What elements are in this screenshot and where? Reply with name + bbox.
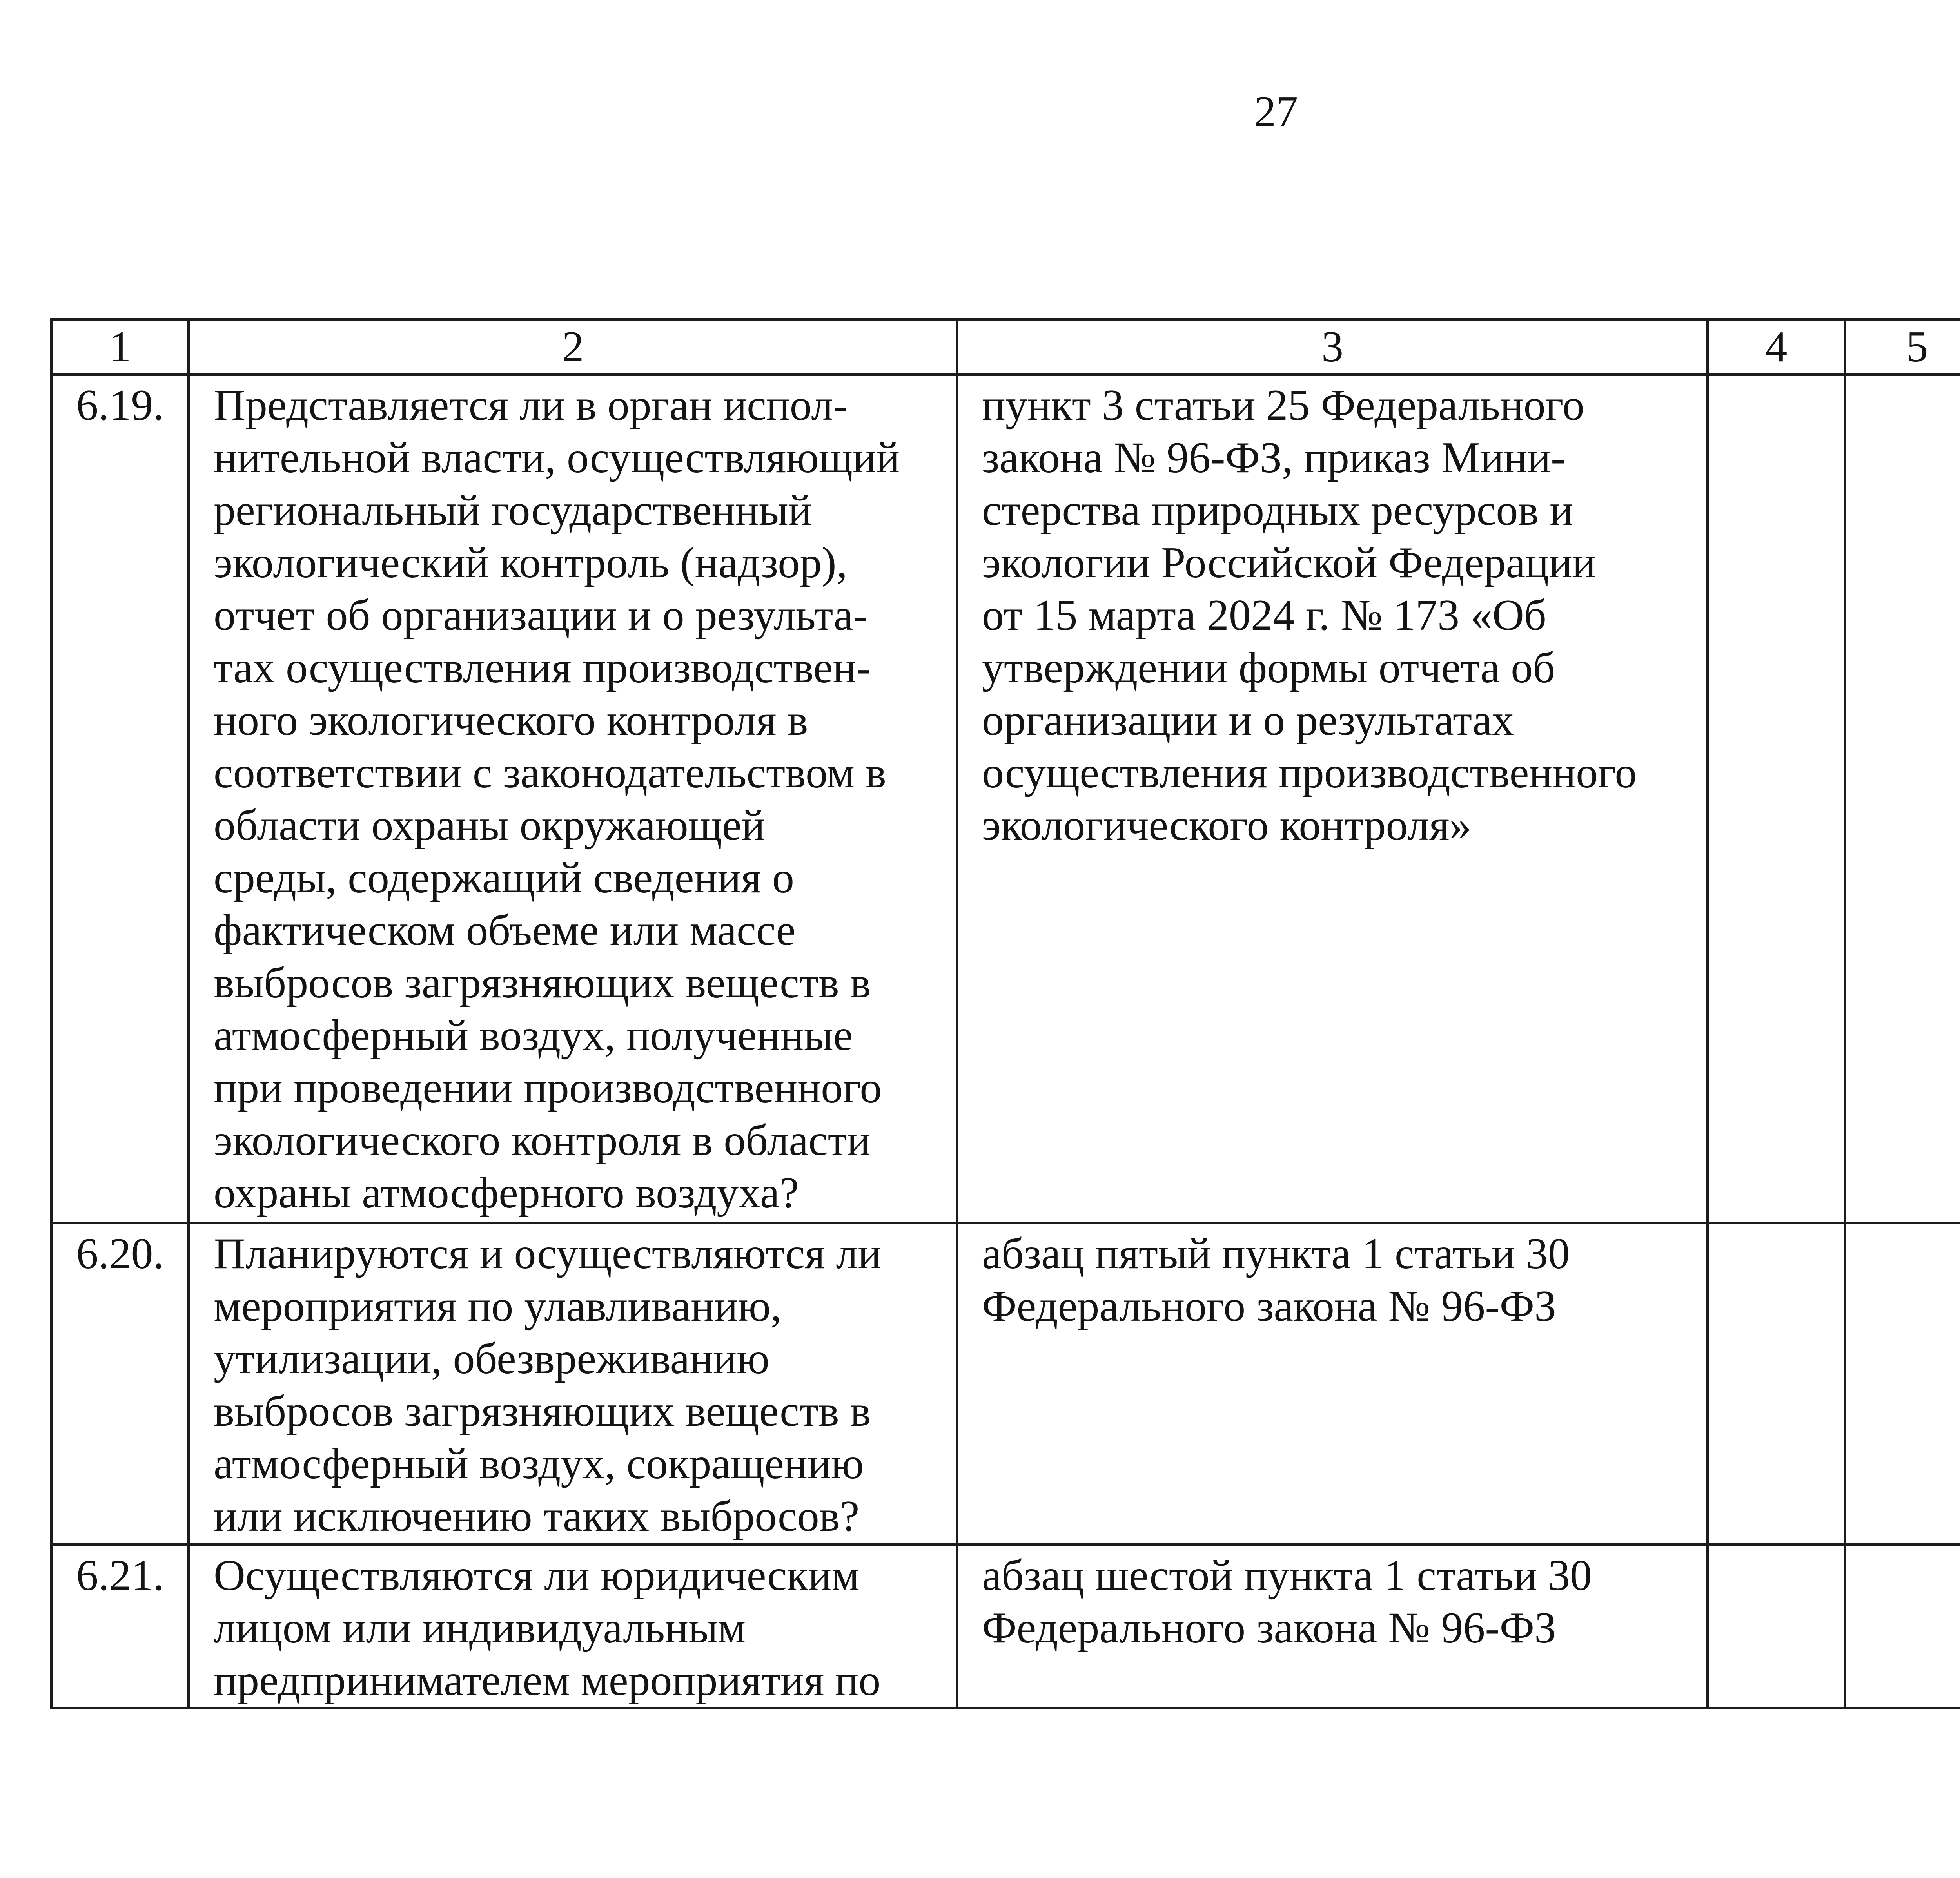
question-cell: Осуществляются ли юридическим лицом или индивидуальным предпринимателем мероприятия по <box>189 1545 957 1708</box>
row-number: 6.21. <box>52 1545 189 1708</box>
legal-basis-cell: пункт 3 статьи 25 Федерального закона № 96-ФЗ, приказ Мини- стерства природных ресурсов и экологии Российской Федерации от 15 марта 2024 г. № 173 «Об утверждении формы отчета об организации и о результатах осуществления производственного экологического контроля» <box>957 375 1708 1223</box>
column-header: 5 <box>1845 320 1960 375</box>
checklist-table <box>50 318 1960 1709</box>
question-cell: Представляется ли в орган испол- нительной власти, осуществляющий региональный государственный экологический контроль (надзор), отчет об организации и о результа- тах осуществления производствен- ного экологического контроля в соответствии с законодательством в области охраны окружающей среды, содержащий сведения о фактическом объеме или массе выбросов загрязняющих веществ в атмосферный воздух, полученные при проведении производственного экологического контроля в области охраны атмосферного воздуха? <box>189 375 957 1223</box>
empty-cell <box>1708 375 1845 1223</box>
column-header: 3 <box>957 320 1708 375</box>
empty-cell <box>1845 1545 1960 1708</box>
empty-cell <box>1708 1223 1845 1545</box>
column-header: 4 <box>1708 320 1845 375</box>
empty-cell <box>1708 1545 1845 1708</box>
column-header: 1 <box>52 320 189 375</box>
row-number: 6.20. <box>52 1223 189 1545</box>
legal-basis-cell: абзац шестой пункта 1 статьи 30 Федерального закона № 96-ФЗ <box>957 1545 1708 1708</box>
question-cell: Планируются и осуществляются ли мероприятия по улавливанию, утилизации, обезвреживанию выбросов загрязняющих веществ в атмосферный воздух, сокращению или исключению таких выбросов? <box>189 1223 957 1545</box>
table-row <box>52 375 1960 1223</box>
legal-basis-cell: абзац пятый пункта 1 статьи 30 Федерального закона № 96-ФЗ <box>957 1223 1708 1545</box>
row-number: 6.19. <box>52 375 189 1223</box>
empty-cell <box>1845 1223 1960 1545</box>
table-row <box>52 1223 1960 1545</box>
table-header-row <box>52 320 1960 375</box>
table-row <box>52 1545 1960 1708</box>
page-number: 27 <box>1254 87 1298 136</box>
empty-cell <box>1845 375 1960 1223</box>
column-header: 2 <box>189 320 957 375</box>
